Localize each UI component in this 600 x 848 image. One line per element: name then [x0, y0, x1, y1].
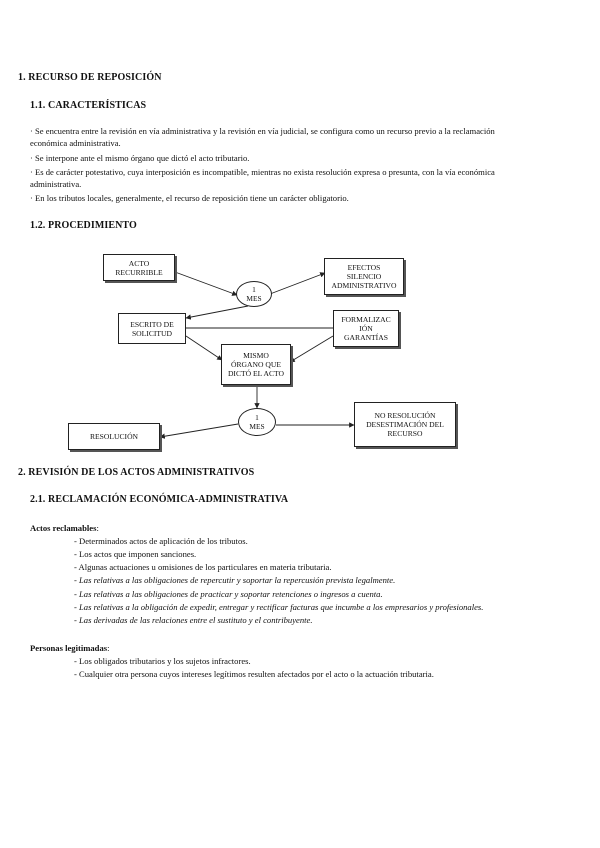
- list-item: - Determinados actos de aplicación de los tributos.: [74, 536, 248, 546]
- arrow-formaliz-to-mismo: [290, 336, 333, 362]
- escrito-solicitud-box: ESCRITO DE SOLICITUD: [118, 313, 186, 344]
- list-item: · Se interpone ante el mismo órgano que dictó el acto tributario.: [30, 153, 250, 163]
- acto-recurrible-box: ACTO RECURRIBLE: [103, 254, 175, 281]
- personas-legitimadas-label: Personas legitimadas:: [30, 643, 110, 653]
- list-item: - Algunas actuaciones u omisiones de los particulares en materia tributaria.: [74, 562, 332, 572]
- efectos-silencio-box: EFECTOS SILENCIO ADMINISTRATIVO: [324, 258, 404, 295]
- section-1-2-title: 1.2. PROCEDIMIENTO: [30, 220, 137, 231]
- list-item: - Cualquier otra persona cuyos intereses legítimos resulten afectados por el acto o la actuación tributaria.: [74, 669, 434, 679]
- arrow-mes-to-escrito: [186, 306, 248, 318]
- list-item: - Las relativas a las obligaciones de practicar y soportar retenciones o ingresos a cuenta.: [74, 589, 383, 599]
- list-item-continuation: económica administrativa.: [30, 138, 121, 148]
- one-month-ellipse-2: 1 MES: [238, 408, 276, 436]
- list-item: - Los actos que imponen sanciones.: [74, 549, 197, 559]
- arrow-escrito-to-mismo: [186, 336, 222, 360]
- list-item: - Las relativas a la obligación de expedir, entregar y rectificar facturas que incumbe a los empresarios y profesionales.: [74, 602, 484, 612]
- list-item: - Las derivadas de las relaciones entre el sustituto y el contribuyente.: [74, 615, 313, 625]
- resolucion-box: RESOLUCIÓN: [68, 423, 160, 450]
- list-item: · Es de carácter potestativo, cuya interposición es incompatible, mientras no exista resolución expresa o presunta, con la vía económica: [30, 167, 495, 177]
- section-1-1-title: 1.1. CARACTERÍSTICAS: [30, 100, 147, 111]
- no-resolucion-box: NO RESOLUCIÓN DESESTIMACIÓN DEL RECURSO: [354, 402, 456, 447]
- section-2-1-title: 2.1. RECLAMACIÓN ECONÓMICA-ADMINISTRATIVA: [30, 494, 289, 505]
- actos-reclamables-label: Actos reclamables:: [30, 523, 99, 533]
- section-2-title: 2. REVISIÓN DE LOS ACTOS ADMINISTRATIVOS: [18, 467, 255, 478]
- list-item: · Se encuentra entre la revisión en vía administrativa y la revisión en vía judicial, se configura como un recurso previo a la reclamación: [30, 126, 495, 136]
- arrow-acto-to-mes: [175, 272, 237, 295]
- section-1-title: 1. RECURSO DE REPOSICIÓN: [18, 72, 162, 83]
- arrow-mes-to-efectos: [270, 273, 325, 294]
- list-item: - Las relativas a las obligaciones de repercutir y soportar la repercusión prevista legalmente.: [74, 575, 396, 585]
- arrow-mes2-to-resolucion: [160, 424, 238, 437]
- mismo-organo-box: MISMO ÓRGANO QUE DICTÓ EL ACTO: [221, 344, 291, 385]
- list-item-continuation: administrativa.: [30, 179, 82, 189]
- one-month-ellipse: 1 MES: [236, 281, 272, 307]
- list-item: - Los obligados tributarios y los sujetos infractores.: [74, 656, 251, 666]
- list-item: · En los tributos locales, generalmente, el recurso de reposición tiene un carácter obligatorio.: [30, 193, 349, 203]
- formalizacion-garantias-box: FORMALIZAC IÓN GARANTÍAS: [333, 310, 399, 347]
